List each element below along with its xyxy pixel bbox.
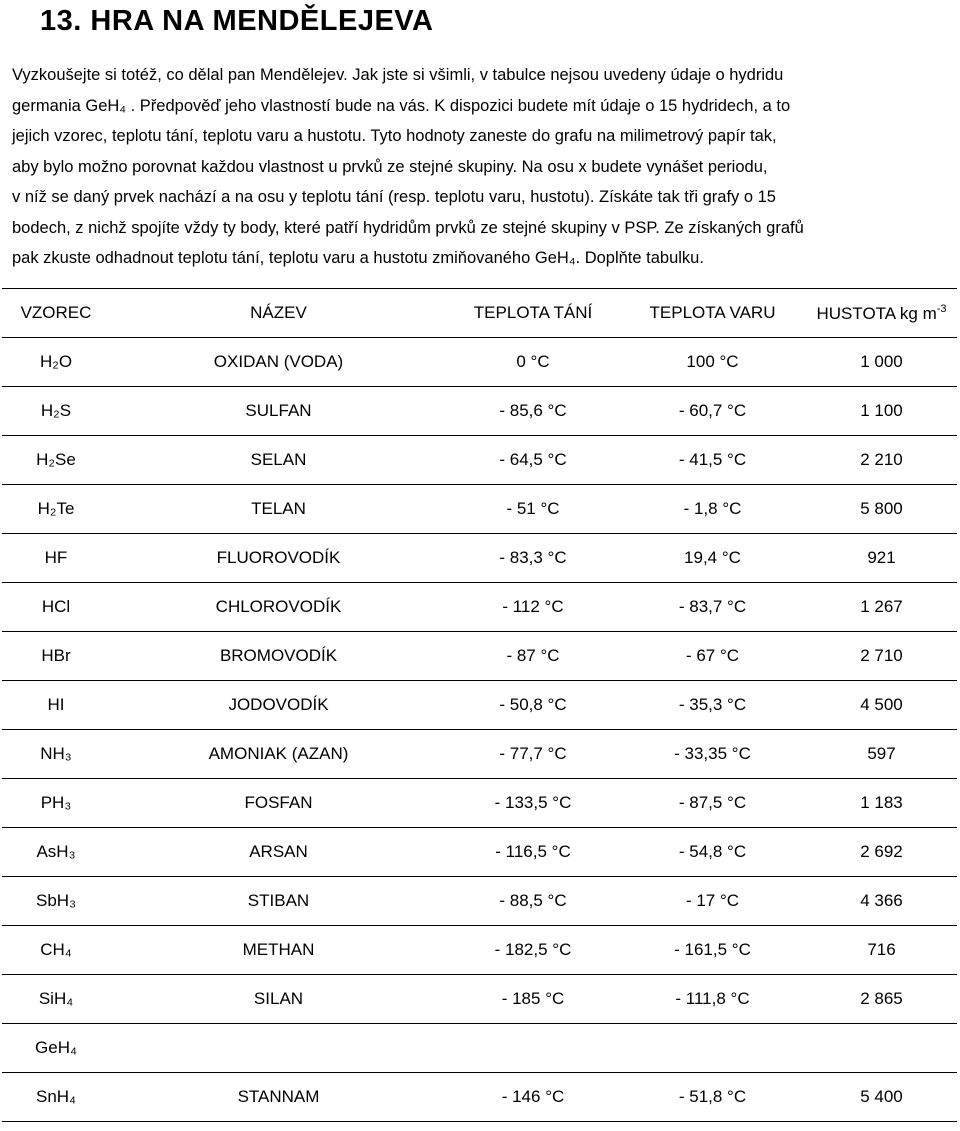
cell-melting: - 85,6 °C — [447, 387, 619, 436]
cell-melting: - 185 °C — [447, 975, 619, 1024]
intro-line: bodech, z nichž spojíte vždy ty body, které patří hydridům prvků ze stejné skupiny v PSP. Ze získaných grafů — [12, 218, 804, 237]
cell-formula: SiH₄ — [2, 975, 110, 1024]
intro-line: Vyzkoušejte si totéž, co dělal pan Mendělejev. Jak jste si všimli, v tabulce nejsou uvedeny údaje o hydridu — [12, 66, 784, 84]
cell-melting: - 87 °C — [447, 632, 619, 681]
cell-name: SULFAN — [110, 387, 447, 436]
cell-formula: H₂Te — [2, 485, 110, 534]
cell-boiling: - 1,8 °C — [619, 485, 806, 534]
table-row — [2, 877, 957, 926]
cell-formula: PH₃ — [2, 779, 110, 828]
header-density-exponent: -3 — [936, 302, 947, 315]
cell-formula: HI — [2, 681, 110, 730]
cell-name — [110, 1024, 447, 1073]
table-body — [2, 338, 957, 1122]
cell-density: 5 800 — [806, 485, 957, 534]
cell-melting: - 116,5 °C — [447, 828, 619, 877]
cell-name: AMONIAK (AZAN) — [110, 730, 447, 779]
cell-density: 716 — [806, 926, 957, 975]
cell-name: SELAN — [110, 436, 447, 485]
table-row — [2, 1073, 957, 1122]
table-row — [2, 485, 957, 534]
hydrides-table — [2, 288, 957, 1122]
cell-melting: - 77,7 °C — [447, 730, 619, 779]
cell-formula: H₂Se — [2, 436, 110, 485]
cell-name: OXIDAN (VODA) — [110, 338, 447, 387]
cell-name: BROMOVODÍK — [110, 632, 447, 681]
intro-line: jejich vzorec, teplotu tání, teplotu varu a hustotu. Tyto hodnoty zaneste do grafu na milimetrový papír tak, — [12, 127, 777, 145]
cell-name: STIBAN — [110, 877, 447, 926]
cell-formula: GeH₄ — [2, 1024, 110, 1073]
cell-density: 1 100 — [806, 387, 957, 436]
cell-density: 2 210 — [806, 436, 957, 485]
cell-formula: HCl — [2, 583, 110, 632]
cell-name: SILAN — [110, 975, 447, 1024]
header-density-label: HUSTOTA kg m — [816, 303, 937, 323]
cell-melting: - 83,3 °C — [447, 534, 619, 583]
cell-melting: - 182,5 °C — [447, 926, 619, 975]
cell-density: 2 710 — [806, 632, 957, 681]
cell-melting: 0 °C — [447, 338, 619, 387]
table-row — [2, 338, 957, 387]
table-header-row — [2, 289, 957, 338]
cell-boiling: - 87,5 °C — [619, 779, 806, 828]
intro-paragraph — [12, 60, 952, 274]
cell-boiling: 19,4 °C — [619, 534, 806, 583]
cell-melting: - 51 °C — [447, 485, 619, 534]
cell-boiling — [619, 1024, 806, 1073]
cell-boiling: - 54,8 °C — [619, 828, 806, 877]
table-row — [2, 730, 957, 779]
cell-melting: - 64,5 °C — [447, 436, 619, 485]
cell-melting: - 133,5 °C — [447, 779, 619, 828]
table-row — [2, 387, 957, 436]
cell-formula: CH₄ — [2, 926, 110, 975]
cell-boiling: 100 °C — [619, 338, 806, 387]
table-row — [2, 779, 957, 828]
cell-formula: SnH₄ — [2, 1073, 110, 1122]
cell-name: FLUOROVODÍK — [110, 534, 447, 583]
intro-line: aby bylo možno porovnat každou vlastnost u prvků ze stejné skupiny. Na osu x budete vynášet periodu, — [12, 157, 768, 176]
cell-melting: - 112 °C — [447, 583, 619, 632]
table-row — [2, 1024, 957, 1073]
cell-density: 921 — [806, 534, 957, 583]
header-boiling: TEPLOTA VARU — [619, 289, 806, 338]
cell-density: 1 267 — [806, 583, 957, 632]
table-row — [2, 534, 957, 583]
cell-formula: AsH₃ — [2, 828, 110, 877]
cell-density: 5 400 — [806, 1073, 957, 1122]
header-melting: TEPLOTA TÁNÍ — [447, 289, 619, 338]
cell-density: 2 692 — [806, 828, 957, 877]
cell-name: JODOVODÍK — [110, 681, 447, 730]
cell-melting: - 50,8 °C — [447, 681, 619, 730]
header-density — [806, 289, 957, 338]
cell-boiling: - 51,8 °C — [619, 1073, 806, 1122]
cell-boiling: - 111,8 °C — [619, 975, 806, 1024]
cell-name: FOSFAN — [110, 779, 447, 828]
table-row — [2, 436, 957, 485]
header-name: NÁZEV — [110, 289, 447, 338]
cell-density — [806, 1024, 957, 1073]
table-row — [2, 975, 957, 1024]
cell-boiling: - 33,35 °C — [619, 730, 806, 779]
cell-density: 2 865 — [806, 975, 957, 1024]
cell-density: 1 183 — [806, 779, 957, 828]
cell-boiling: - 161,5 °C — [619, 926, 806, 975]
intro-line: pak zkuste odhadnout teplotu tání, teplotu varu a hustotu zmiňovaného GeH₄. Doplňte tabulku. — [12, 249, 704, 267]
cell-formula: HF — [2, 534, 110, 583]
table-row — [2, 828, 957, 877]
cell-melting: - 146 °C — [447, 1073, 619, 1122]
cell-melting — [447, 1024, 619, 1073]
cell-boiling: - 41,5 °C — [619, 436, 806, 485]
table-row — [2, 632, 957, 681]
cell-boiling: - 60,7 °C — [619, 387, 806, 436]
cell-formula: H₂O — [2, 338, 110, 387]
intro-line: germania GeH₄ . Předpověď jeho vlastností bude na vás. K dispozici budete mít údaje o 15 hydridech, a to — [12, 96, 791, 115]
cell-boiling: - 83,7 °C — [619, 583, 806, 632]
cell-name: CHLOROVODÍK — [110, 583, 447, 632]
table-row — [2, 681, 957, 730]
cell-density: 597 — [806, 730, 957, 779]
cell-density: 4 366 — [806, 877, 957, 926]
page-title: 13. HRA NA MENDĚLEJEVA — [40, 5, 434, 37]
cell-formula: NH₃ — [2, 730, 110, 779]
cell-name: METHAN — [110, 926, 447, 975]
header-formula: VZOREC — [2, 289, 110, 338]
cell-name: TELAN — [110, 485, 447, 534]
cell-melting: - 88,5 °C — [447, 877, 619, 926]
cell-formula: H₂S — [2, 387, 110, 436]
cell-boiling: - 67 °C — [619, 632, 806, 681]
cell-name: STANNAM — [110, 1073, 447, 1122]
cell-boiling: - 17 °C — [619, 877, 806, 926]
table-row — [2, 926, 957, 975]
table-row — [2, 583, 957, 632]
cell-formula: HBr — [2, 632, 110, 681]
cell-formula: SbH₃ — [2, 877, 110, 926]
cell-name: ARSAN — [110, 828, 447, 877]
cell-density: 4 500 — [806, 681, 957, 730]
intro-line: v níž se daný prvek nachází a na osu y teplotu tání (resp. teplotu varu, hustotu). Získáte tak tři grafy o 15 — [12, 188, 776, 206]
cell-density: 1 000 — [806, 338, 957, 387]
cell-boiling: - 35,3 °C — [619, 681, 806, 730]
